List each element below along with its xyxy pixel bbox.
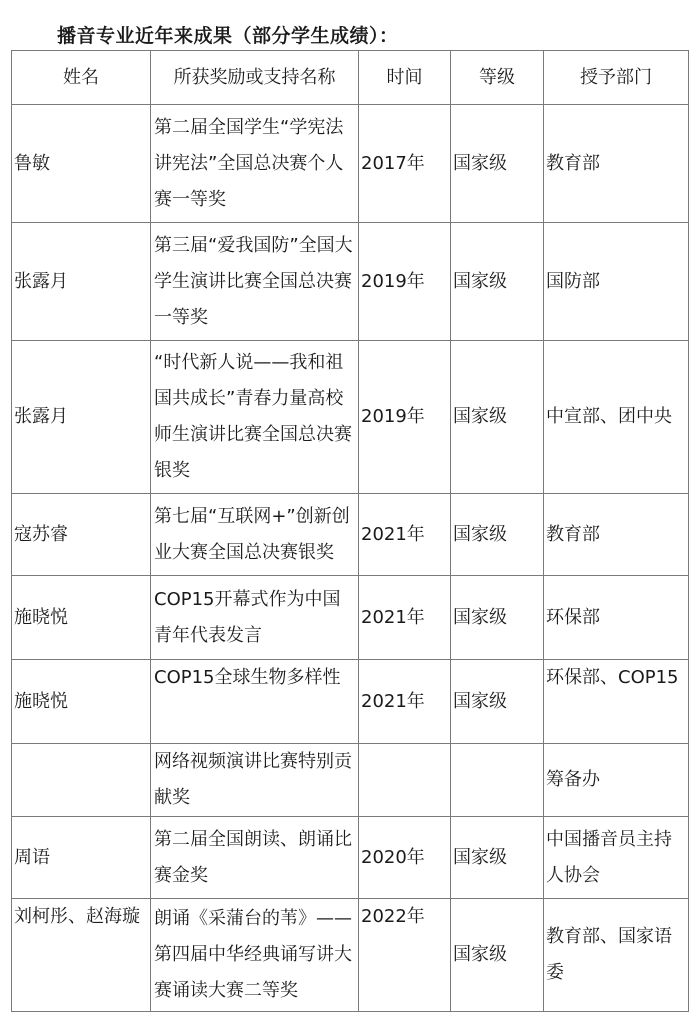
award-name: 网络视频演讲比赛特别贡献奖 xyxy=(151,744,359,817)
award-department: 中国播音员主持人协会 xyxy=(544,817,689,899)
award-department: 教育部、国家语委 xyxy=(544,899,689,1012)
award-level: 国家级 xyxy=(451,817,544,899)
document-title: 播音专业近年来成果（部分学生成绩）： xyxy=(57,25,399,47)
table-row xyxy=(12,223,689,341)
award-department: 筹备办 xyxy=(544,744,689,817)
award-level: 国家级 xyxy=(451,494,544,576)
award-year: 2019年 xyxy=(359,341,451,494)
table-row xyxy=(12,899,689,1012)
table-row xyxy=(12,744,689,817)
header-award: 所获奖励或支持名称 xyxy=(151,51,359,105)
student-name: 鲁敏 xyxy=(12,105,151,223)
award-year: 2017年 xyxy=(359,105,451,223)
award-name: 第三届“爱我国防”全国大学生演讲比赛全国总决赛一等奖 xyxy=(151,223,359,341)
award-year: 2019年 xyxy=(359,223,451,341)
header-time: 时间 xyxy=(359,51,451,105)
student-name: 张露月 xyxy=(12,341,151,494)
award-level: 国家级 xyxy=(451,105,544,223)
award-year xyxy=(359,744,451,817)
award-department: 中宣部、团中央 xyxy=(544,341,689,494)
award-year: 2021年 xyxy=(359,576,451,660)
header-department: 授予部门 xyxy=(544,51,689,105)
award-year: 2021年 xyxy=(359,660,451,744)
award-department: 教育部 xyxy=(544,105,689,223)
award-level: 国家级 xyxy=(451,341,544,494)
table-row xyxy=(12,341,689,494)
table-row xyxy=(12,105,689,223)
table-row xyxy=(12,817,689,899)
award-name: 第二届全国朗读、朗诵比赛金奖 xyxy=(151,817,359,899)
table-row xyxy=(12,660,689,744)
award-name: COP15全球生物多样性 xyxy=(151,660,359,744)
award-name: COP15开幕式作为中国青年代表发言 xyxy=(151,576,359,660)
achievements-table xyxy=(11,50,689,1012)
student-name: 张露月 xyxy=(12,223,151,341)
award-level: 国家级 xyxy=(451,899,544,1012)
award-name: 第二届全国学生“学宪法讲宪法”全国总决赛个人赛一等奖 xyxy=(151,105,359,223)
student-name: 周语 xyxy=(12,817,151,899)
table-row xyxy=(12,576,689,660)
header-level: 等级 xyxy=(451,51,544,105)
award-department: 国防部 xyxy=(544,223,689,341)
student-name: 施晓悦 xyxy=(12,576,151,660)
award-year: 2021年 xyxy=(359,494,451,576)
student-name xyxy=(12,744,151,817)
table-row xyxy=(12,494,689,576)
student-name: 施晓悦 xyxy=(12,660,151,744)
award-name: 第七届“互联网+”创新创业大赛全国总决赛银奖 xyxy=(151,494,359,576)
award-department: 教育部 xyxy=(544,494,689,576)
award-year: 2020年 xyxy=(359,817,451,899)
header-name: 姓名 xyxy=(12,51,151,105)
award-level: 国家级 xyxy=(451,660,544,744)
award-level: 国家级 xyxy=(451,223,544,341)
award-department: 环保部 xyxy=(544,576,689,660)
header-row xyxy=(12,51,689,105)
award-name: 朗诵《采蒲台的苇》——第四届中华经典诵写讲大赛诵读大赛二等奖 xyxy=(151,899,359,1012)
award-department: 环保部、COP15 xyxy=(544,660,689,744)
award-level xyxy=(451,744,544,817)
student-name: 寇苏睿 xyxy=(12,494,151,576)
award-level: 国家级 xyxy=(451,576,544,660)
award-year: 2022年 xyxy=(359,899,451,1012)
award-name: “时代新人说——我和祖国共成长”青春力量高校师生演讲比赛全国总决赛银奖 xyxy=(151,341,359,494)
student-name: 刘柯彤、赵海璇 xyxy=(12,899,151,1012)
